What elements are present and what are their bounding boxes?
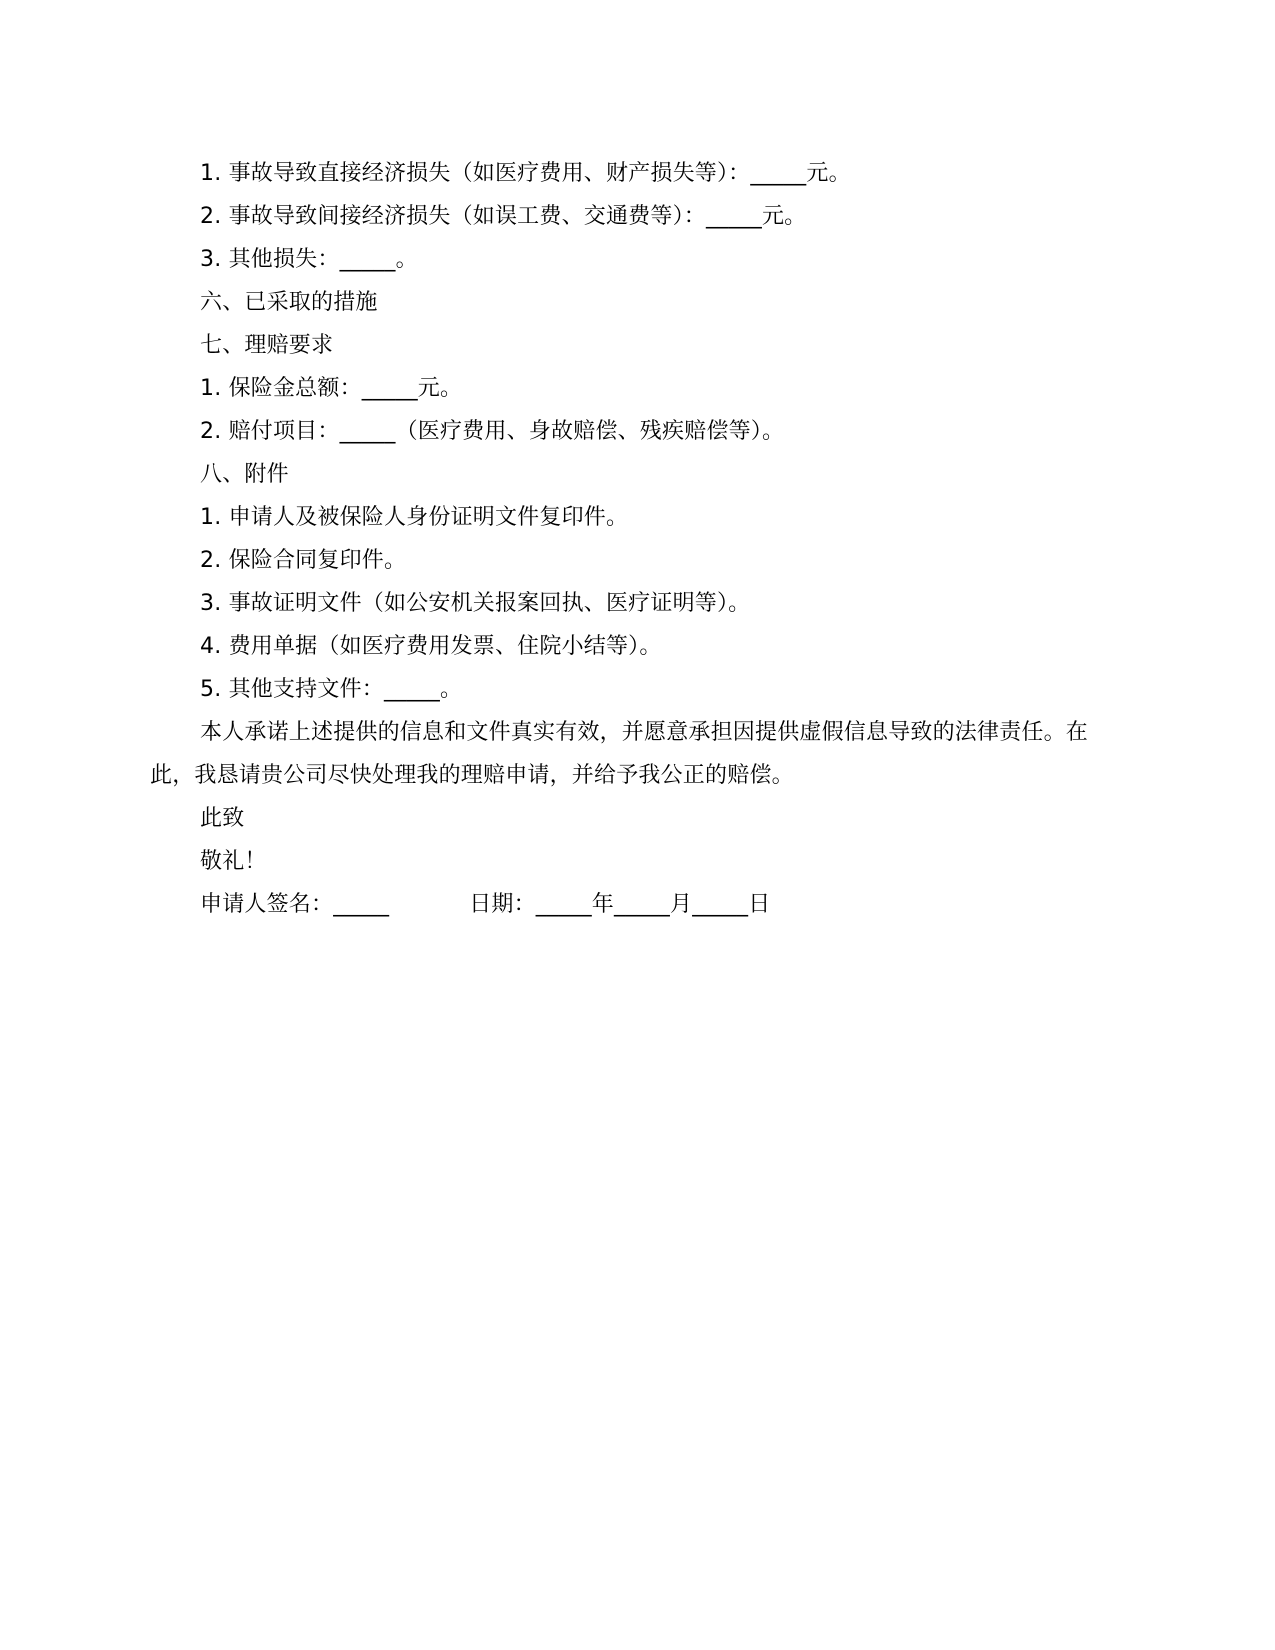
document-body xyxy=(150,152,1130,926)
attachment-item-accident-proof: 3. 事故证明文件（如公安机关报案回执、医疗证明等）。 xyxy=(200,591,751,616)
section-heading-claim-request: 七、理赔要求 xyxy=(200,333,334,358)
signature-line xyxy=(150,883,1130,926)
claim-item-total: 1. 保险金总额：_____元。 xyxy=(200,376,463,401)
section-heading-measures: 六、已采取的措施 xyxy=(200,290,378,315)
attachment-item-receipts: 4. 费用单据（如医疗费用发票、住院小结等）。 xyxy=(200,634,662,659)
attachment-item-other: 5. 其他支持文件：_____。 xyxy=(200,677,463,702)
section-heading-attachments: 八、附件 xyxy=(200,462,289,487)
declaration-paragraph: 本人承诺上述提供的信息和文件真实有效，并愿意承担因提供虚假信息导致的法律责任。在此，我恳请贵公司尽快处理我的理赔申请，并给予我公正的赔偿。 xyxy=(150,720,1089,788)
claim-item-items: 2. 赔付项目：_____（医疗费用、身故赔偿、残疾赔偿等）。 xyxy=(200,419,785,444)
signer-field: 申请人签名：_____ xyxy=(200,892,390,917)
loss-item-other: 3. 其他损失：_____。 xyxy=(200,247,418,272)
closing-salutation: 此致 xyxy=(200,806,245,831)
closing-regards: 敬礼！ xyxy=(200,849,267,874)
date-field: 日期：_____年_____月_____日 xyxy=(469,892,771,917)
attachment-item-contract: 2. 保险合同复印件。 xyxy=(200,548,407,573)
loss-item-direct: 1. 事故导致直接经济损失（如医疗费用、财产损失等）：_____元。 xyxy=(200,161,851,186)
loss-item-indirect: 2. 事故导致间接经济损失（如误工费、交通费等）：_____元。 xyxy=(200,204,807,229)
attachment-item-id: 1. 申请人及被保险人身份证明文件复印件。 xyxy=(200,505,629,530)
